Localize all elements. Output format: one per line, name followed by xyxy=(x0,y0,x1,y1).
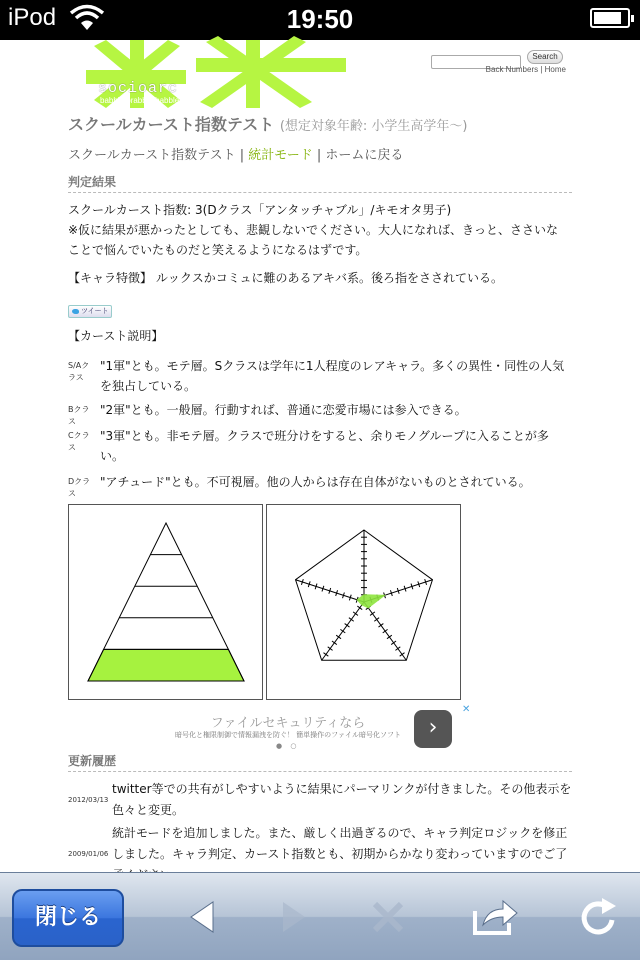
radar-tick xyxy=(340,629,345,633)
ad-banner[interactable] xyxy=(168,704,474,752)
page-title xyxy=(68,112,467,135)
radar-tick xyxy=(370,612,375,616)
title-text: スクールカースト指数テスト xyxy=(68,115,275,134)
nav-separator: | xyxy=(235,148,249,163)
link-separator: | xyxy=(538,65,545,74)
result-heading: 判定結果 xyxy=(68,173,572,193)
bottom-toolbar xyxy=(0,872,640,960)
back-arrow-icon[interactable] xyxy=(176,891,228,943)
result-score: スクールカースト指数: 3(Dクラス「アンタッチャブル」/キモオタ男子) xyxy=(68,203,452,217)
result-note: ※仮に結果が悪かったとしても、悲観しないでください。大人になれば、きっと、ささいなことで悩んでいたものだと笑えるようになるはずです。 xyxy=(68,223,559,257)
caste-heading: 【カースト説明】 xyxy=(68,329,164,343)
caste-tag: S/Aクラス xyxy=(68,361,90,382)
page-nav xyxy=(68,144,403,163)
title-note: (想定対象年齢: 小学生高学年〜) xyxy=(279,119,468,134)
battery-icon xyxy=(590,8,630,28)
radar-tick xyxy=(345,624,350,628)
nav-test-link[interactable]: スクールカースト指数テスト xyxy=(68,148,236,163)
radar-tick xyxy=(332,641,337,645)
radar-tick xyxy=(379,624,384,628)
logo-text: socioarc xyxy=(98,80,179,97)
ad-close-icon[interactable]: ✕ xyxy=(462,704,471,715)
carrier-label: iPod xyxy=(8,4,57,31)
history-heading: 更新履歴 xyxy=(68,752,572,772)
caste-tag: Bクラス xyxy=(68,405,90,426)
radar-tick xyxy=(357,606,362,610)
caste-tag: Cクラス xyxy=(68,431,90,452)
radar-tick xyxy=(395,647,400,651)
character-traits: 【キャラ特徴】 ルックスかコミュに難のあるアキバ系。後ろ指をさされている。 xyxy=(68,271,503,285)
radar-tick xyxy=(353,612,358,616)
battery-level xyxy=(594,12,621,24)
history-date: 2012/03/13 xyxy=(68,796,109,804)
clock: 19:50 xyxy=(286,4,354,34)
forward-arrow-icon[interactable] xyxy=(268,891,320,943)
pyramid-chart xyxy=(68,504,263,700)
radar-tick xyxy=(400,653,405,657)
radar-tick xyxy=(349,618,354,622)
pyramid-highlight-level xyxy=(88,649,244,681)
nav-stats-mode-link[interactable]: 統計モード xyxy=(248,148,313,163)
caste-tag: Dクラス xyxy=(68,477,91,498)
web-view[interactable] xyxy=(0,40,640,872)
history-text: twitter等での共有がしやすいように結果にパーマリンクが付きました。その他表示を色々と変更。 xyxy=(112,782,572,817)
caste-desc: "1軍"とも。モテ層。Sクラスは学年に1人程度のレアキャラ。多くの異性・同性の人気を独占している。 xyxy=(100,359,565,393)
radar-tick xyxy=(328,647,333,651)
ad-page-dots: ● ○ xyxy=(276,742,300,750)
close-button[interactable]: 閉じる xyxy=(12,889,124,947)
reload-icon[interactable] xyxy=(572,891,624,943)
radar-tick xyxy=(383,629,388,633)
search-button[interactable]: Search xyxy=(527,50,563,64)
radar-tick xyxy=(391,641,396,645)
ad-subtitle[interactable]: 暗号化と権限制御で情報漏洩を防ぐ！ 簡単操作のファイル暗号化ソフト xyxy=(174,731,402,739)
site-logo[interactable] xyxy=(76,40,346,108)
logo-tagline: babble brabble babble xyxy=(100,96,180,105)
status-bar xyxy=(0,0,640,40)
radar-chart xyxy=(266,504,461,700)
radar-tick xyxy=(336,635,341,639)
caste-desc: "3軍"とも。非モテ層。クラスで班分けをすると、余りモノグループに入ることが多い。 xyxy=(100,429,549,463)
stop-icon[interactable] xyxy=(362,891,414,943)
radar-tick xyxy=(387,635,392,639)
history-text: 統計モードを追加しました。また、厳しく出過ぎるので、キャラ判定ロジックを修正しました。キャラ判定、カースト指数とも、初期からかなり変わっていますのでご了 xyxy=(112,826,568,861)
home-link[interactable]: Home xyxy=(544,65,566,74)
back-numbers-link[interactable]: Back Numbers xyxy=(485,65,539,74)
history-date: 2009/01/06 xyxy=(68,850,109,858)
ad-title[interactable]: ファイルセキュリティなら xyxy=(210,716,366,731)
share-icon[interactable] xyxy=(470,891,522,943)
radar-tick xyxy=(323,653,328,657)
top-links xyxy=(486,65,566,74)
caste-desc: "2軍"とも。一般層。行動すれば、普通に恋愛市場には参入できる。 xyxy=(100,403,467,417)
radar-tick xyxy=(374,618,379,622)
caste-desc: "アチュード"とも。不可視層。他の人からは存在自体がないものとされている。 xyxy=(100,475,531,489)
ad-arrow-button[interactable]: › xyxy=(414,710,452,748)
radar-svg xyxy=(267,505,460,699)
pyramid-svg xyxy=(69,505,262,699)
tweet-button[interactable]: ツイート xyxy=(68,305,112,318)
nav-home-link[interactable]: ホームに戻る xyxy=(325,148,404,163)
nav-separator: | xyxy=(312,148,326,163)
